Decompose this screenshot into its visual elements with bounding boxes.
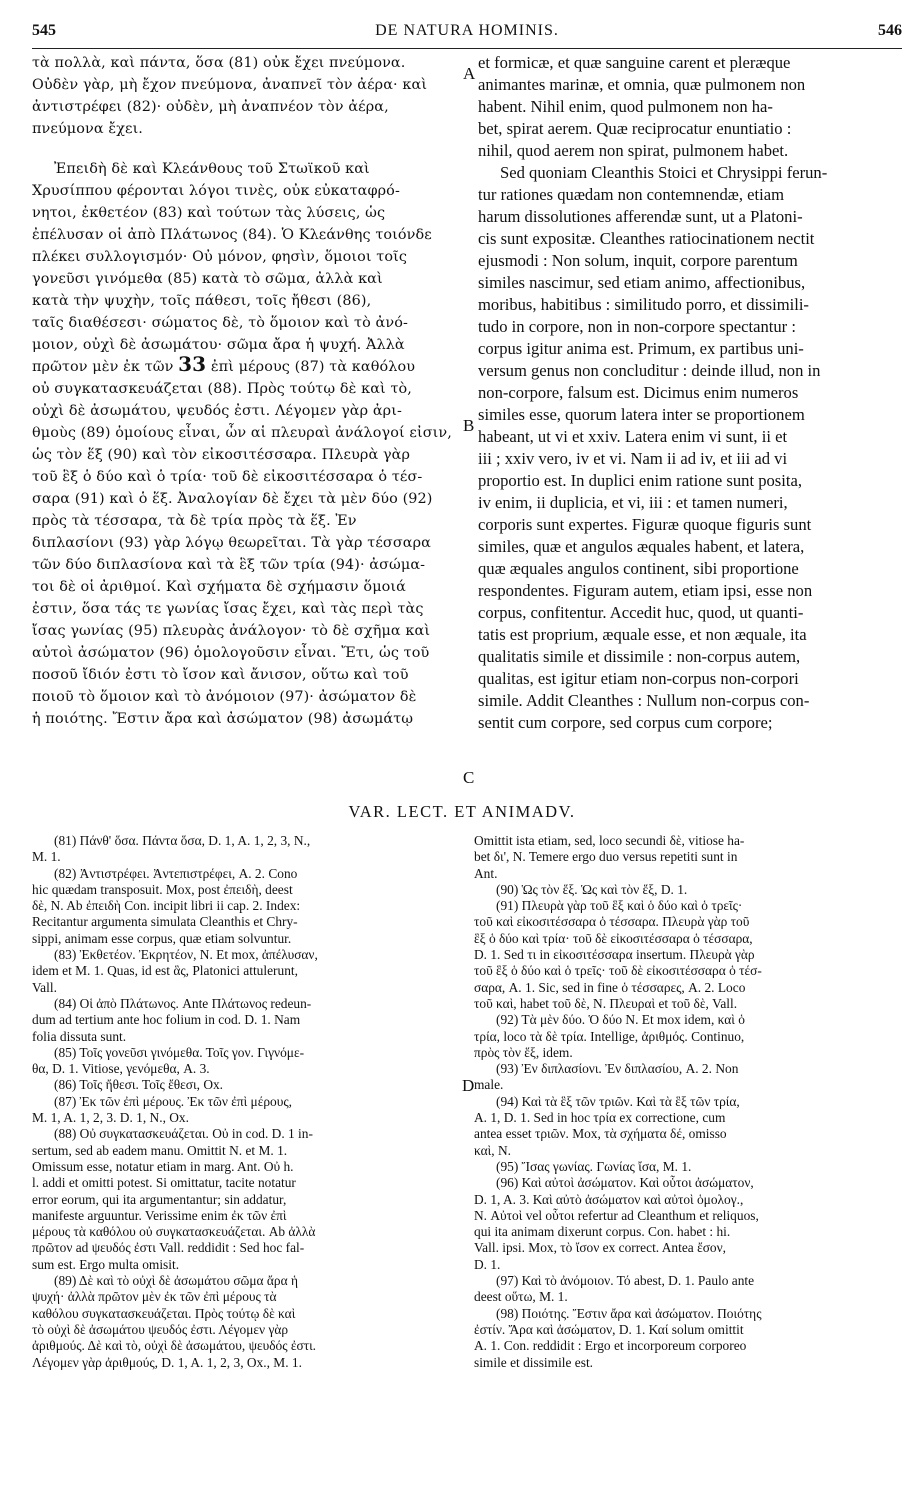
greek-text-line: ἐπέλυσαν οἱ ἀπὸ Πλάτωνος (84). Ὁ Κλεάνθης τοιόνδε xyxy=(32,227,432,243)
note-line: hic quædam transposuit. Mox, post ἐπειδὴ, deest xyxy=(32,881,293,897)
greek-text-column xyxy=(32,52,468,730)
greek-text-line: τοῦ ἓξ ὁ δύο καὶ ὁ τρία· τοῦ δὲ εἰκοσιτέσσαρα ὁ τέσ- xyxy=(32,469,423,485)
note-line: ἓξ ὁ δύο καὶ τρία· τοῦ δὲ εἰκοσιτέσσαρα ὁ τέσσαρα, xyxy=(474,930,753,946)
latin-text-line: sentit cum corpore, sed corpus cum corpore; xyxy=(478,713,773,732)
greek-text-line: σαρα (91) καὶ ὁ ἕξ. Ἀναλογίαν δὲ ἔχει τὰ μὲν δύο (92) xyxy=(32,491,433,507)
latin-text-line: moribus, habitibus : similitudo porro, et dissimili- xyxy=(478,295,809,314)
note-line: (81) Πάνθ' ὅσα. Πάντα ὅσα, D. 1, A. 1, 2, 3, N., xyxy=(54,833,311,848)
note-line: τοῦ καὶ, habet τοῦ δὲ, N. Πλευραὶ et τοῦ δὲ, Vall. xyxy=(474,995,738,1011)
latin-text-line: corporis sunt expertes. Figuræ quoque figuris sunt xyxy=(478,515,812,534)
note-line: τὸ οὐχὶ δὲ ἀσωμάτου ψευδός ἐστι. Λέγομεν γὰρ xyxy=(32,1321,289,1337)
latin-text-column xyxy=(478,52,908,734)
note-line: l. addi et omitti potest. Si omittatur, tacite notatur xyxy=(32,1175,296,1191)
note-line: male. xyxy=(474,1077,504,1093)
note-line: (97) Καὶ τὸ ἀνόμοιον. Τό abest, D. 1. Paulo ante xyxy=(496,1273,755,1289)
latin-text-line: versum genus non concluditur : deinde illud, non in xyxy=(478,361,821,380)
greek-text-line: πρὸς τὰ τέσσαρα, τὰ δὲ τρία πρὸς τὰ ἕξ. Ἐν xyxy=(32,513,357,529)
greek-text-line: ἐστιν, ὅσα τάς τε γωνίας ἴσας ἔχει, καὶ τὰς περὶ τὰς xyxy=(32,601,424,617)
latin-text-line: similes, quæ et angulos æquales habent, et latera, xyxy=(478,537,805,556)
note-line: sertum, sed ab eadem manu. Omittit N. et M. 1. xyxy=(32,1142,288,1158)
note-line: (94) Καὶ τὰ ἓξ τῶν τριῶν. Καὶ τὰ ἓξ τῶν τρία, xyxy=(496,1093,740,1109)
note-line: (95) Ἴσας γωνίας. Γωνίας ἴσα, M. 1. xyxy=(496,1158,692,1174)
latin-text-line: et formicæ, et quæ sanguine carent et pleræque xyxy=(478,53,791,72)
greek-text-line: ἡ ποιότης. Ἔστιν ἄρα καὶ ἀσώματον (98) ἀσωμάτῳ xyxy=(32,711,414,727)
latin-text-line: respondentes. Figuram autem, etiam ipsi, esse non xyxy=(478,581,813,600)
notes-left-column xyxy=(32,833,462,1371)
greek-text-line: τὰ πολλὰ, καὶ πάντα, ὅσα (81) οὐκ ἔχει πνεύμονα. xyxy=(32,55,406,71)
note-line: D. 1, A. 3. Καὶ αὐτὸ ἀσώματον καὶ αὐτοὶ ὁμολογ., xyxy=(474,1191,744,1207)
note-line: (83) Ἐκθετέον. Ἐκρητέον, N. Et mox, ἀπέλυσαν, xyxy=(54,947,318,963)
greek-text-line: ἀντιστρέφει (82)· οὐδὲν, μὴ ἀναπνέον τὸν ἀέρα, xyxy=(32,99,389,115)
latin-text-line: iv enim, ii duplicia, et vi, iii : et tamen numeri, xyxy=(478,493,788,512)
greek-text-line: τῶν δύο διπλασίονα καὶ τὰ ἓξ τῶν τρία (94)· ἀσώμα- xyxy=(32,557,426,573)
greek-text-line: ταῖς διαθέσεσι· σώματος δὲ, τὸ ὅμοιον καὶ τὸ ἀνό- xyxy=(32,315,408,331)
note-line: ἐστίν. Ἄρα καὶ ἀσώματον, D. 1. Καί solum omittit xyxy=(474,1321,744,1337)
latin-text-line: similes esse, quorum latera inter se proportionem xyxy=(478,405,805,424)
latin-text-line: habent. Nihil enim, quod pulmonem non ha- xyxy=(478,97,773,116)
latin-text-line: tatis est proprium, æquale esse, et non æquale, ita xyxy=(478,625,807,644)
latin-text-line: nihil, quod aerem non spirat, pulmonem habet. xyxy=(478,141,789,160)
latin-text-line: corpus igitur anima est. Primum, ex partibus uni- xyxy=(478,339,804,358)
latin-text-line: ejusmodi : Non solum, inquit, corpore parentum xyxy=(478,251,798,270)
marginal-reference-number: 33 xyxy=(178,356,207,376)
latin-text-line: proportio est. In duplici enim ratione sunt posita, xyxy=(478,471,802,490)
note-line: D. 1. Sed τι in εἰκοσιτέσσαρα insertum. Πλευρὰ γὰρ xyxy=(474,947,755,963)
greek-text-line: πρῶτον μὲν ἐκ τῶν 33 ἐπὶ μέρους (87) τὰ καθόλου xyxy=(32,356,468,378)
margin-marker-d: D xyxy=(462,1076,475,1095)
greek-text-line: ἴσας γωνίας (95) πλευρὰς ἀνάλογον· τὸ δὲ σχῆμα καὶ xyxy=(32,623,431,639)
greek-text-line: ποιοῦ τὸ ὅμοιον καὶ τὸ ἀνόμοιον (97)· ἀσώματον δὲ xyxy=(32,689,417,705)
note-line: N. Αὐτοὶ vel οὗτοι refertur ad Cleanthum et reliquos, xyxy=(474,1207,759,1223)
note-line: Vall. xyxy=(32,979,57,995)
margin-marker-c: C xyxy=(463,768,475,787)
note-line: (88) Οὐ συγκατασκευάζεται. Οὐ in cod. D. 1 in- xyxy=(54,1126,313,1142)
note-line: πρὸς τὸν ἕξ, idem. xyxy=(474,1044,573,1060)
note-line: σαρα, A. 1. Sic, sed in fine ὁ τέσσαρες, A. 2. Loco xyxy=(474,979,746,995)
notes-section-title: VAR. LECT. ET ANIMADV. xyxy=(348,802,576,821)
note-line: (87) Ἐκ τῶν ἐπὶ μέρους. Ἐκ τῶν ἐπὶ μέρους, xyxy=(54,1093,293,1109)
latin-text-line: habeant, ut vi et xxiv. Latera enim vi sunt, ii et xyxy=(478,427,788,446)
note-line: folia dissuta sunt. xyxy=(32,1028,127,1044)
note-line: M. 1, A. 1, 2, 3. D. 1, N., Ox. xyxy=(32,1110,189,1126)
note-line: καθόλου συγκατασκευάζεται. Πρὸς τούτῳ δὲ καὶ xyxy=(32,1305,296,1321)
latin-text-line: non-corpore, falsum est. Dicimus enim numeros xyxy=(478,383,799,402)
greek-text-line: Χρυσίππου φέρονται λόγοι τινὲς, οὐκ εὐκαταφρό- xyxy=(32,183,400,199)
note-line: (90) Ὡς τὸν ἕξ. Ὡς καὶ τὸν ἕξ, D. 1. xyxy=(496,881,688,897)
greek-text-line: οὐχὶ δὲ ἀσωμάτου, ψευδός ἐστι. Λέγομεν γὰρ ἀρι- xyxy=(32,403,402,419)
greek-text-line: ποσοῦ ἴδιόν ἐστι τὸ ἴσον καὶ ἄνισον, οὕτω καὶ τοῦ xyxy=(32,667,409,683)
margin-marker-b: B xyxy=(463,416,475,435)
greek-text-line: θμοὺς (89) ὁμοίους εἶναι, ὧν αἱ πλευραὶ ἀνάλογοί εἰσιν, xyxy=(32,425,452,441)
note-line: (89) Δὲ καὶ τὸ οὐχὶ δὲ ἀσωμάτου σῶμα ἄρα ἡ xyxy=(54,1273,298,1289)
note-line: idem et M. 1. Quas, id est ἃς, Platonici attulerunt, xyxy=(32,963,298,979)
notes-right-column xyxy=(474,833,909,1371)
note-line: simile et dissimile est. xyxy=(474,1354,594,1370)
latin-text-line: iii ; xxiv vero, iv et vi. Nam ii ad iv, et iii ad vi xyxy=(478,449,788,468)
note-line: M. 1. xyxy=(32,849,61,865)
greek-text-line: ὡς τὸν ἕξ (90) καὶ τὸν εἰκοσιτέσσαρα. Πλευρὰ γὰρ xyxy=(32,447,411,463)
note-line: qui ita animam dixerunt corpus. Con. habet : hi. xyxy=(474,1224,731,1240)
note-line: τοῦ καὶ εἰκοσιτέσσαρα ὁ τέσσαρα. Πλευρὰ γὰρ τοῦ xyxy=(474,914,750,930)
note-line: θα, D. 1. Vitiose, γενόμεθα, A. 3. xyxy=(32,1061,210,1077)
running-header xyxy=(32,22,902,46)
note-line: (86) Τοῖς ἤθεσι. Τοῖς ἔθεσι, Ox. xyxy=(54,1077,224,1093)
note-line: sippi, animam esse corpus, quæ etiam solvuntur. xyxy=(32,930,292,946)
note-line: manifeste arguuntur. Verissime enim ἐκ τῶν ἐπὶ xyxy=(32,1207,287,1223)
note-line: τοῦ ἓξ ὁ δύο καὶ ὁ τρεῖς· τοῦ δὲ εἰκοσιτέσσαρα ὁ τέσ- xyxy=(474,963,762,979)
note-line: Vall. ipsi. Mox, τὸ ἴσον ex correct. Antea ἔσον, xyxy=(474,1240,727,1256)
note-line: Recitantur argumenta simulata Cleanthis et Chry- xyxy=(32,914,298,930)
greek-text-line: τοι δὲ οἱ ἀριθμοί. Καὶ σχήματα δὲ σχήμασιν ὅμοιά xyxy=(32,579,406,595)
note-line: error eorum, qui ita argumentantur; sin addatur, xyxy=(32,1191,287,1207)
note-line: (93) Ἐν διπλασίονι. Ἐν διπλασίου, A. 2. Non xyxy=(496,1061,739,1077)
note-line: πρῶτον ad ψευδός ἐστι Vall. reddidit : Sed hoc fal- xyxy=(32,1240,305,1256)
latin-text-line: simile. Addit Cleanthes : Nullum non-corpus con- xyxy=(478,691,810,710)
note-line: dum ad tertium ante hoc folium in cod. D. 1. Nam xyxy=(32,1012,301,1028)
greek-text-line: γονεῦσι γινόμεθα (85) κατὰ τὸ σῶμα, ἀλλὰ καὶ xyxy=(32,271,383,287)
latin-text-line: tur rationes quædam non contemnendæ, etiam xyxy=(478,185,784,204)
note-line: D. 1. xyxy=(474,1256,501,1272)
latin-text-line: bet, spirat aerem. Quæ reciprocatur enuntiatio : xyxy=(478,119,792,138)
note-line: Ant. xyxy=(474,865,498,881)
note-line: (92) Τὰ μὲν δύο. Ὁ δύο N. Et mox idem, καὶ ὁ xyxy=(496,1012,745,1028)
greek-text-line: πλέκει συλλογισμόν· Οὐ μόνον, φησὶν, ὅμοιοι τοῖς xyxy=(32,249,407,265)
greek-text-line: αὐτοὶ ἀσώματον (96) ὁμολογοῦσιν εἶναι. Ἔτι, ὡς τοῦ xyxy=(32,645,430,661)
latin-text-line: Sed quoniam Cleanthis Stoici et Chrysippi ferun- xyxy=(500,163,828,182)
greek-text-line: κατὰ τὴν ψυχὴν, τοῖς πάθεσι, τοῖς ἤθεσι (86), xyxy=(32,293,372,309)
note-line: (84) Οἱ ἀπὸ Πλάτωνος. Ante Πλάτωνος redeun- xyxy=(54,995,312,1011)
latin-text-line: corpus, confitentur. Accedit huc, quod, ut quanti- xyxy=(478,603,804,622)
latin-text-line: qualitas, est igitur etiam non-corpus non-corpori xyxy=(478,669,799,688)
note-line: ἀριθμούς. Δὲ καὶ τὸ, οὐχὶ δὲ ἀσωμάτου, ψευδός ἐστι. xyxy=(32,1338,317,1354)
note-line: Omittit ista etiam, sed, loco secundi δὲ, vitiose ha- xyxy=(474,833,745,848)
note-line: (91) Πλευρὰ γὰρ τοῦ ἓξ καὶ ὁ δύο καὶ ὁ τρεῖς· xyxy=(496,898,743,914)
running-title: DE NATURA HOMINIS. xyxy=(375,22,559,39)
note-line: (96) Καὶ αὐτοὶ ἀσώματον. Καὶ οὗτοι ἀσώματον, xyxy=(496,1175,754,1191)
greek-text-line: μοιον, οὐχὶ δὲ ἀσωμάτου· σῶμα ἄρα ἡ ψυχή. Ἀλλὰ xyxy=(32,337,405,353)
latin-text-line: animantes marinæ, et omnia, quæ pulmonem non xyxy=(478,75,806,94)
latin-text-line: harum dissolutiones afferendæ sunt, ut a Platoni- xyxy=(478,207,803,226)
note-line: ψυχή· ἀλλὰ πρῶτον μὲν ἐκ τῶν ἐπὶ μέρους τὰ xyxy=(32,1289,277,1305)
note-line: A. 1. Con. reddidit : Ergo et incorporeum corporeo xyxy=(474,1338,747,1354)
note-line: μέρους τὰ καθόλου οὐ συγκατασκευάζεται. Ab ἀλλὰ xyxy=(32,1224,316,1240)
note-line: (98) Ποιότης. Ἔστιν ἄρα καὶ ἀσώματον. Ποιότης xyxy=(496,1305,762,1321)
note-line: sum est. Ergo multa omisit. xyxy=(32,1256,180,1272)
note-line: deest οὕτω, M. 1. xyxy=(474,1289,568,1305)
paragraph-gap xyxy=(32,140,468,158)
greek-text-line: Ἐπειδὴ δὲ καὶ Κλεάνθους τοῦ Στωϊκοῦ καὶ xyxy=(54,161,370,177)
note-line: A. 1, D. 1. Sed in hoc τρία ex correctione, cum xyxy=(474,1110,726,1126)
greek-text-line: Οὐδὲν γὰρ, μὴ ἔχον πνεύμονα, ἀναπνεῖ τὸν ἀέρα· καὶ xyxy=(32,77,428,93)
header-rule xyxy=(32,48,902,49)
greek-text-line: νητοι, ἐκθετέον (83) καὶ τούτων τὰς λύσεις, ὡς xyxy=(32,205,386,221)
page-number-left: 545 xyxy=(32,22,56,39)
latin-text-line: qualitatis simile et dissimile : non-corpus autem, xyxy=(478,647,801,666)
greek-text-line: διπλασίονι (93) γὰρ λόγῳ θεωρεῖται. Τὰ γὰρ τέσσαρα xyxy=(32,535,431,551)
latin-text-line: quæ æquales angulos continent, sibi proportione xyxy=(478,559,799,578)
page-number-right: 546 xyxy=(878,22,902,39)
margin-marker-a: A xyxy=(463,64,476,83)
note-line: Λέγομεν γὰρ ἀριθμούς, D. 1, A. 1, 2, 3, Ox., M. 1. xyxy=(32,1354,302,1370)
note-line: καὶ, N. xyxy=(474,1142,511,1158)
latin-text-line: similes nascimur, sed etiam animo, affectionibus, xyxy=(478,273,806,292)
latin-text-line: cis sunt expositæ. Cleanthes ratiocinationem nectit xyxy=(478,229,815,248)
note-line: antea esset τριῶν. Mox, τὰ σχήματα δέ, omisso xyxy=(474,1126,727,1142)
greek-text-line: πνεύμονα ἔχει. xyxy=(32,121,143,137)
note-line: (82) Ἀντιστρέφει. Ἀντεπιστρέφει, A. 2. Cono xyxy=(54,865,298,881)
note-line: (85) Τοῖς γονεῦσι γινόμεθα. Τοῖς γον. Γιγνόμε- xyxy=(54,1044,305,1060)
note-line: Omissum esse, notatur etiam in marg. Ant. Οὐ h. xyxy=(32,1158,294,1174)
note-line: δὲ, N. Ab ἐπειδὴ Con. incipit libri ii cap. 2. Index: xyxy=(32,898,301,914)
note-line: τρία, loco τὰ δὲ τρία. Intellige, ἀριθμός. Continuo, xyxy=(474,1028,745,1044)
note-line: bet δι', N. Temere ergo duo versus repetiti sunt in xyxy=(474,849,738,865)
greek-text-line: οὐ συγκατασκευάζεται (88). Πρὸς τούτῳ δὲ καὶ τὸ, xyxy=(32,381,412,397)
latin-text-line: tudo in corpore, non in non-corpore spectantur : xyxy=(478,317,796,336)
